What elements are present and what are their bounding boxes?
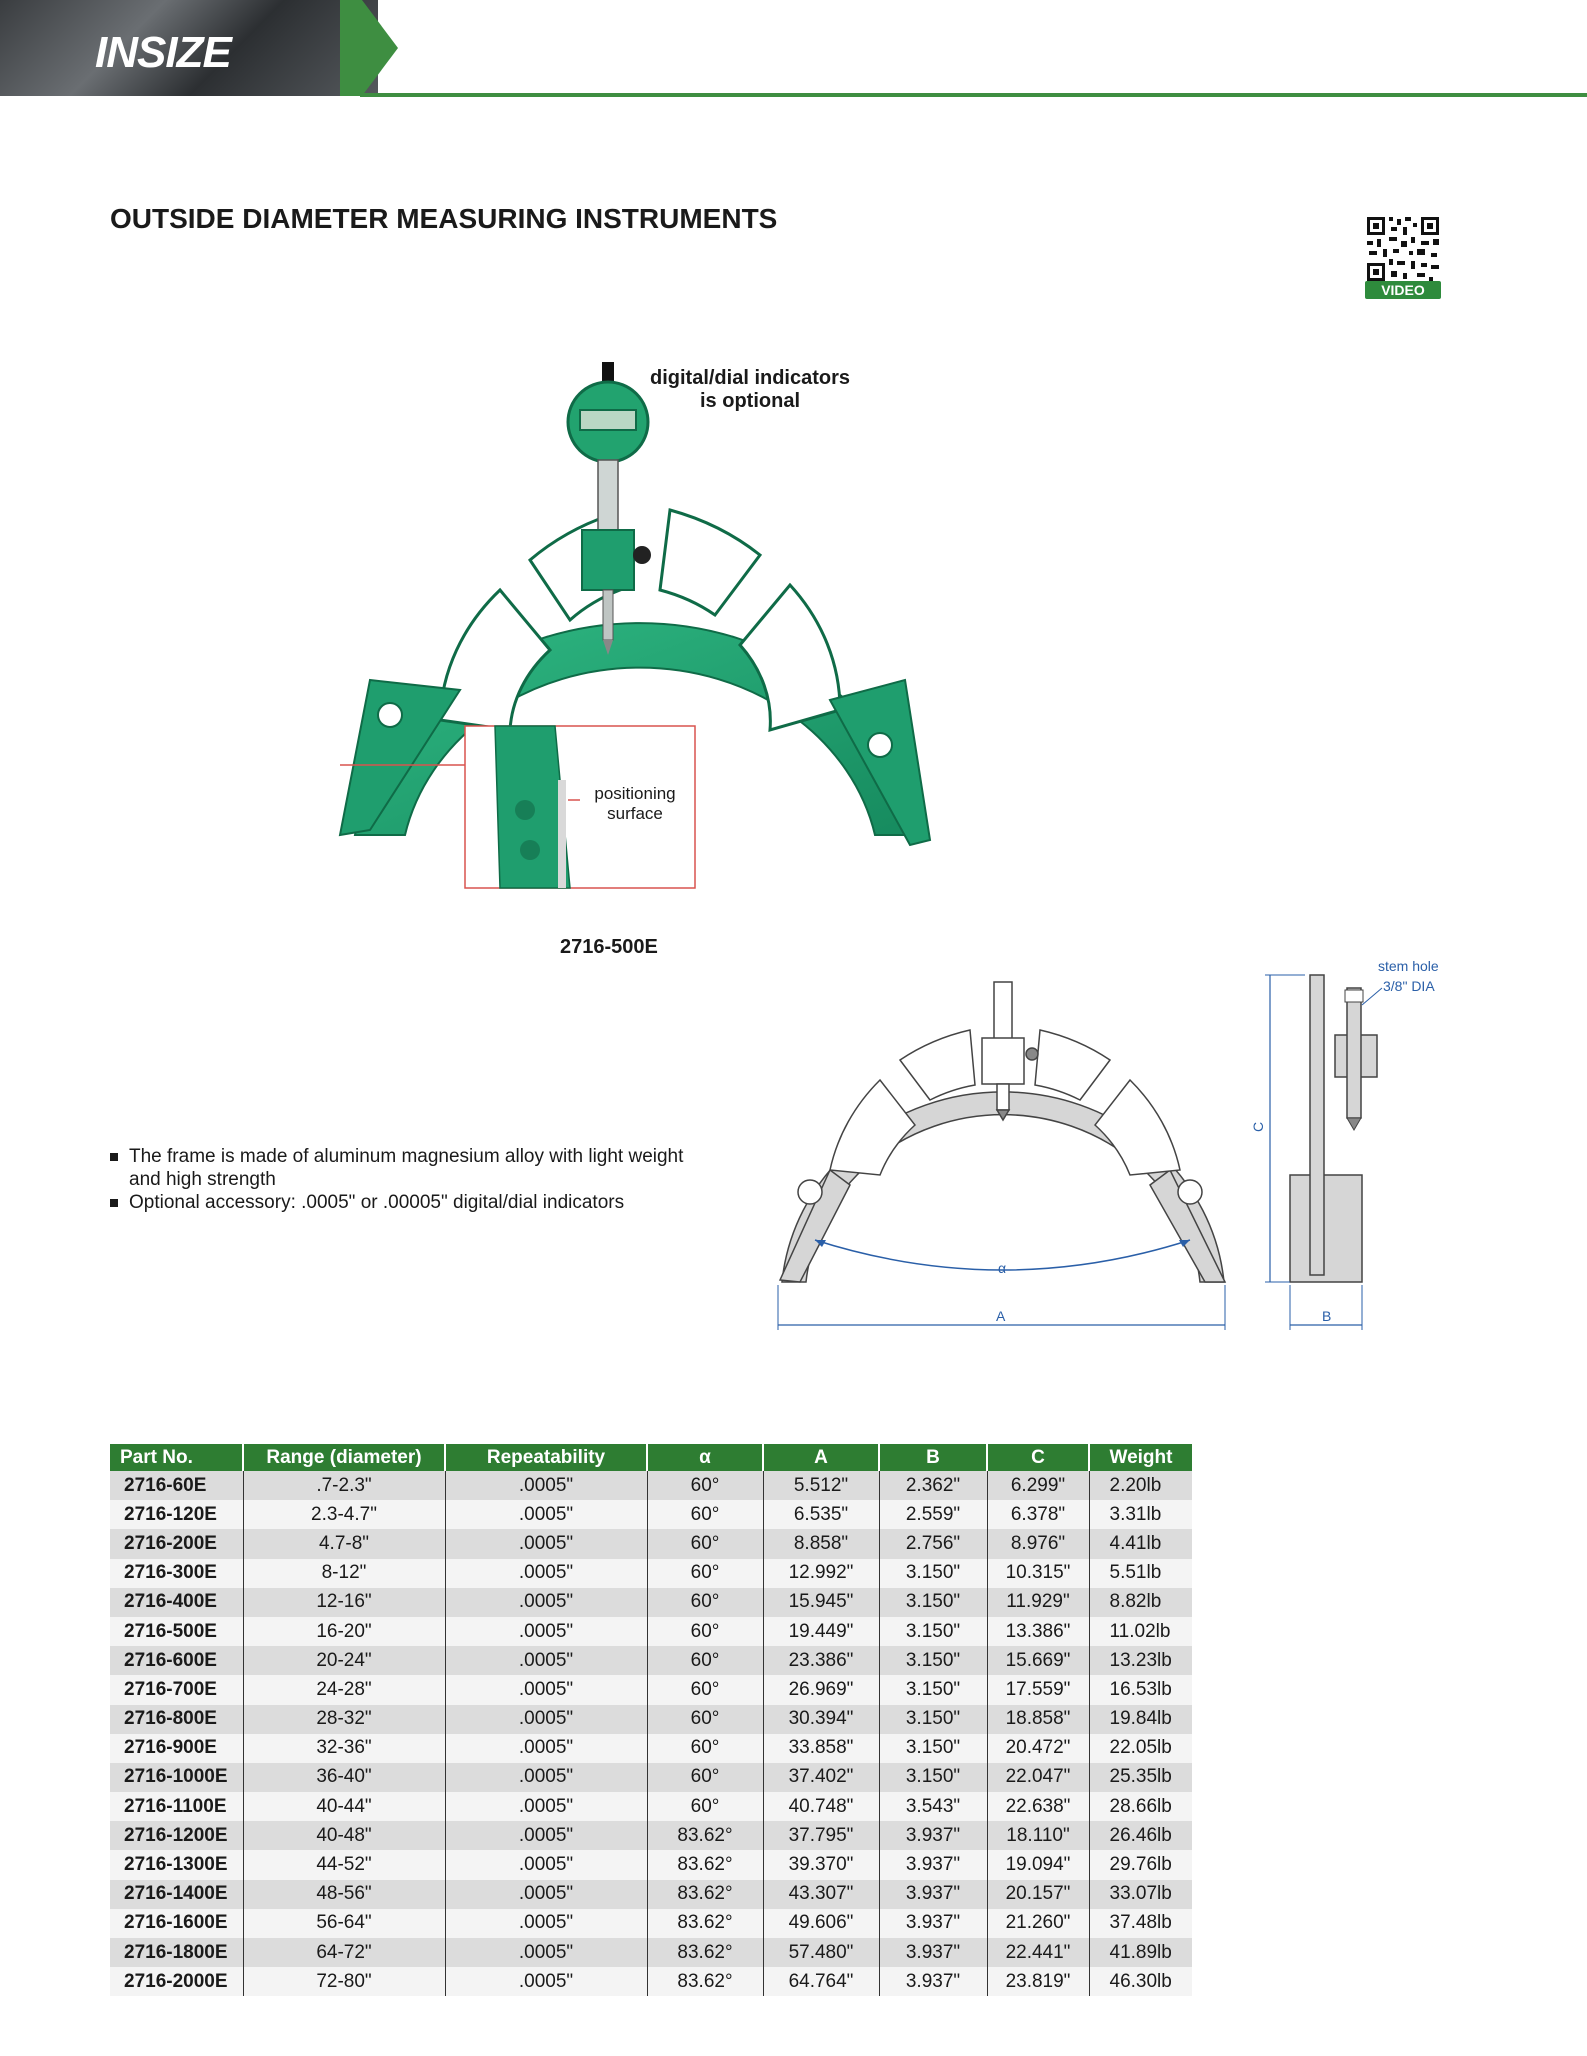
cell-alpha: 60° (647, 1500, 763, 1529)
drawing-stem-line2: 3/8" DIA (1383, 978, 1435, 994)
cell-weight: 16.53lb (1089, 1675, 1192, 1704)
cell-repeatability: .0005" (445, 1909, 647, 1938)
cell-repeatability: .0005" (445, 1938, 647, 1967)
cell-part-no: 2716-1100E (110, 1792, 243, 1821)
cell-range: 32-36" (243, 1734, 445, 1763)
cell-repeatability: .0005" (445, 1588, 647, 1617)
cell-c: 18.858" (987, 1705, 1089, 1734)
cell-range: .7-2.3" (243, 1471, 445, 1500)
cell-c: 6.299" (987, 1471, 1089, 1500)
feature-item: The frame is made of aluminum magnesium alloy with light weight and high strength (110, 1145, 709, 1191)
cell-weight: 46.30lb (1089, 1967, 1192, 1996)
header-rule (360, 93, 1587, 97)
cell-range: 16-20" (243, 1617, 445, 1646)
cell-b: 3.937" (879, 1821, 987, 1850)
table-row (110, 1938, 1192, 1967)
indicator-callout-line1: digital/dial indicators (649, 367, 851, 389)
cell-c: 21.260" (987, 1909, 1089, 1938)
cell-b: 3.937" (879, 1909, 987, 1938)
cell-weight: 29.76lb (1089, 1850, 1192, 1879)
cell-range: 12-16" (243, 1588, 445, 1617)
cell-range: 36-40" (243, 1763, 445, 1792)
cell-range: 28-32" (243, 1705, 445, 1734)
cell-range: 48-56" (243, 1880, 445, 1909)
cell-b: 3.150" (879, 1675, 987, 1704)
cell-c: 20.472" (987, 1734, 1089, 1763)
table-row (110, 1646, 1192, 1675)
cell-range: 40-44" (243, 1792, 445, 1821)
cell-part-no: 2716-120E (110, 1500, 243, 1529)
cell-repeatability: .0005" (445, 1617, 647, 1646)
cell-b: 3.937" (879, 1880, 987, 1909)
cell-weight: 8.82lb (1089, 1588, 1192, 1617)
table-row (110, 1529, 1192, 1558)
cell-range: 56-64" (243, 1909, 445, 1938)
cell-a: 26.969" (763, 1675, 879, 1704)
col-weight: Weight (1089, 1444, 1192, 1471)
cell-alpha: 83.62° (647, 1850, 763, 1879)
cell-alpha: 60° (647, 1675, 763, 1704)
table-header-row (110, 1444, 1192, 1471)
cell-c: 22.047" (987, 1763, 1089, 1792)
cell-b: 3.937" (879, 1850, 987, 1879)
cell-alpha: 60° (647, 1617, 763, 1646)
cell-a: 49.606" (763, 1909, 879, 1938)
cell-part-no: 2716-400E (110, 1588, 243, 1617)
cell-repeatability: .0005" (445, 1646, 647, 1675)
cell-weight: 28.66lb (1089, 1792, 1192, 1821)
cell-b: 3.150" (879, 1559, 987, 1588)
indicator-callout-line2: is optional (700, 390, 800, 412)
cell-weight: 26.46lb (1089, 1821, 1192, 1850)
cell-weight: 25.35lb (1089, 1763, 1192, 1792)
cell-a: 33.858" (763, 1734, 879, 1763)
cell-b: 2.362" (879, 1471, 987, 1500)
cell-b: 3.937" (879, 1938, 987, 1967)
cell-repeatability: .0005" (445, 1967, 647, 1996)
cell-a: 30.394" (763, 1705, 879, 1734)
cell-part-no: 2716-700E (110, 1675, 243, 1704)
cell-weight: 3.31lb (1089, 1500, 1192, 1529)
cell-part-no: 2716-800E (110, 1705, 243, 1734)
cell-alpha: 83.62° (647, 1967, 763, 1996)
cell-a: 57.480" (763, 1938, 879, 1967)
cell-alpha: 60° (647, 1559, 763, 1588)
cell-range: 4.7-8" (243, 1529, 445, 1558)
cell-alpha: 83.62° (647, 1880, 763, 1909)
cell-part-no: 2716-500E (110, 1617, 243, 1646)
cell-weight: 41.89lb (1089, 1938, 1192, 1967)
cell-c: 23.819" (987, 1967, 1089, 1996)
drawing-a-label: A (996, 1308, 1006, 1324)
cell-range: 40-48" (243, 1821, 445, 1850)
cell-repeatability: .0005" (445, 1471, 647, 1500)
cell-c: 8.976" (987, 1529, 1089, 1558)
cell-part-no: 2716-1600E (110, 1909, 243, 1938)
spec-table-body (110, 1471, 1192, 1996)
cell-alpha: 60° (647, 1792, 763, 1821)
table-row (110, 1967, 1192, 1996)
cell-b: 3.150" (879, 1705, 987, 1734)
cell-b: 3.543" (879, 1792, 987, 1821)
cell-weight: 33.07lb (1089, 1880, 1192, 1909)
cell-weight: 19.84lb (1089, 1705, 1192, 1734)
cell-a: 19.449" (763, 1617, 879, 1646)
cell-range: 20-24" (243, 1646, 445, 1675)
cell-weight: 5.51lb (1089, 1559, 1192, 1588)
cell-a: 40.748" (763, 1792, 879, 1821)
cell-alpha: 60° (647, 1763, 763, 1792)
cell-range: 8-12" (243, 1559, 445, 1588)
cell-repeatability: .0005" (445, 1705, 647, 1734)
cell-alpha: 60° (647, 1705, 763, 1734)
cell-b: 3.150" (879, 1646, 987, 1675)
cell-b: 3.150" (879, 1763, 987, 1792)
cell-weight: 11.02lb (1089, 1617, 1192, 1646)
header-arrow-shape (340, 0, 400, 96)
cell-c: 11.929" (987, 1588, 1089, 1617)
cell-alpha: 60° (647, 1471, 763, 1500)
cell-a: 12.992" (763, 1559, 879, 1588)
cell-range: 24-28" (243, 1675, 445, 1704)
cell-a: 15.945" (763, 1588, 879, 1617)
cell-repeatability: .0005" (445, 1880, 647, 1909)
feature-list (110, 1145, 709, 1214)
page-title: OUTSIDE DIAMETER MEASURING INSTRUMENTS (110, 203, 778, 234)
cell-b: 3.150" (879, 1734, 987, 1763)
cell-c: 15.669" (987, 1646, 1089, 1675)
spec-table (110, 1444, 1192, 1996)
positioning-label-line2: surface (607, 804, 663, 823)
cell-alpha: 83.62° (647, 1821, 763, 1850)
table-row (110, 1471, 1192, 1500)
cell-part-no: 2716-1200E (110, 1821, 243, 1850)
cell-repeatability: .0005" (445, 1559, 647, 1588)
cell-b: 2.756" (879, 1529, 987, 1558)
cell-part-no: 2716-60E (110, 1471, 243, 1500)
positioning-label-line1: positioning (594, 784, 676, 803)
table-row (110, 1588, 1192, 1617)
positioning-surface-label (580, 784, 690, 824)
cell-b: 3.150" (879, 1588, 987, 1617)
col-range: Range (diameter) (243, 1444, 445, 1471)
cell-repeatability: .0005" (445, 1821, 647, 1850)
cell-part-no: 2716-200E (110, 1529, 243, 1558)
cell-range: 64-72" (243, 1938, 445, 1967)
table-row (110, 1792, 1192, 1821)
cell-c: 20.157" (987, 1880, 1089, 1909)
cell-weight: 13.23lb (1089, 1646, 1192, 1675)
drawing-stem-line1: stem hole (1378, 960, 1439, 974)
table-row (110, 1763, 1192, 1792)
cell-repeatability: .0005" (445, 1529, 647, 1558)
cell-alpha: 60° (647, 1734, 763, 1763)
cell-part-no: 2716-900E (110, 1734, 243, 1763)
cell-alpha: 60° (647, 1646, 763, 1675)
indicator-callout (640, 367, 860, 413)
cell-part-no: 2716-1800E (110, 1938, 243, 1967)
cell-weight: 22.05lb (1089, 1734, 1192, 1763)
cell-weight: 37.48lb (1089, 1909, 1192, 1938)
brand-logo: INSIZE (95, 28, 231, 77)
cell-part-no: 2716-1300E (110, 1850, 243, 1879)
col-part-no: Part No. (110, 1444, 243, 1471)
cell-b: 2.559" (879, 1500, 987, 1529)
drawing-c-label: C (1250, 1121, 1266, 1132)
cell-a: 23.386" (763, 1646, 879, 1675)
cell-a: 37.402" (763, 1763, 879, 1792)
cell-alpha: 60° (647, 1529, 763, 1558)
cell-range: 44-52" (243, 1850, 445, 1879)
product-model-label: 2716-500E (560, 936, 658, 958)
cell-c: 6.378" (987, 1500, 1089, 1529)
col-c: C (987, 1444, 1089, 1471)
table-row (110, 1880, 1192, 1909)
cell-repeatability: .0005" (445, 1675, 647, 1704)
cell-a: 5.512" (763, 1471, 879, 1500)
cell-weight: 4.41lb (1089, 1529, 1192, 1558)
cell-part-no: 2716-1400E (110, 1880, 243, 1909)
feature-item: Optional accessory: .0005" or .00005" digital/dial indicators (110, 1191, 709, 1214)
cell-part-no: 2716-1000E (110, 1763, 243, 1792)
cell-repeatability: .0005" (445, 1734, 647, 1763)
drawing-b-label: B (1322, 1308, 1332, 1324)
cell-a: 64.764" (763, 1967, 879, 1996)
cell-range: 72-80" (243, 1967, 445, 1996)
cell-weight: 2.20lb (1089, 1471, 1192, 1500)
table-row (110, 1705, 1192, 1734)
cell-repeatability: .0005" (445, 1763, 647, 1792)
cell-repeatability: .0005" (445, 1792, 647, 1821)
table-row (110, 1617, 1192, 1646)
cell-c: 13.386" (987, 1617, 1089, 1646)
cell-alpha: 60° (647, 1588, 763, 1617)
cell-repeatability: .0005" (445, 1850, 647, 1879)
technical-drawing (770, 960, 1470, 1340)
table-row (110, 1559, 1192, 1588)
table-row (110, 1909, 1192, 1938)
cell-part-no: 2716-2000E (110, 1967, 243, 1996)
col-repeatability: Repeatability (445, 1444, 647, 1471)
col-b: B (879, 1444, 987, 1471)
cell-part-no: 2716-600E (110, 1646, 243, 1675)
cell-a: 37.795" (763, 1821, 879, 1850)
cell-b: 3.150" (879, 1617, 987, 1646)
cell-a: 39.370" (763, 1850, 879, 1879)
cell-range: 2.3-4.7" (243, 1500, 445, 1529)
table-row (110, 1675, 1192, 1704)
cell-c: 10.315" (987, 1559, 1089, 1588)
col-alpha: α (647, 1444, 763, 1471)
table-row (110, 1821, 1192, 1850)
cell-alpha: 83.62° (647, 1909, 763, 1938)
cell-repeatability: .0005" (445, 1500, 647, 1529)
cell-c: 22.441" (987, 1938, 1089, 1967)
cell-a: 6.535" (763, 1500, 879, 1529)
cell-alpha: 83.62° (647, 1938, 763, 1967)
drawing-alpha-label: α (998, 1260, 1007, 1276)
cell-a: 43.307" (763, 1880, 879, 1909)
cell-c: 19.094" (987, 1850, 1089, 1879)
cell-c: 17.559" (987, 1675, 1089, 1704)
cell-b: 3.937" (879, 1967, 987, 1996)
table-row (110, 1734, 1192, 1763)
table-row (110, 1500, 1192, 1529)
cell-part-no: 2716-300E (110, 1559, 243, 1588)
page-header (0, 0, 1587, 100)
table-row (110, 1850, 1192, 1879)
cell-a: 8.858" (763, 1529, 879, 1558)
video-badge[interactable]: VIDEO (1365, 281, 1441, 299)
cell-c: 22.638" (987, 1792, 1089, 1821)
col-a: A (763, 1444, 879, 1471)
cell-c: 18.110" (987, 1821, 1089, 1850)
